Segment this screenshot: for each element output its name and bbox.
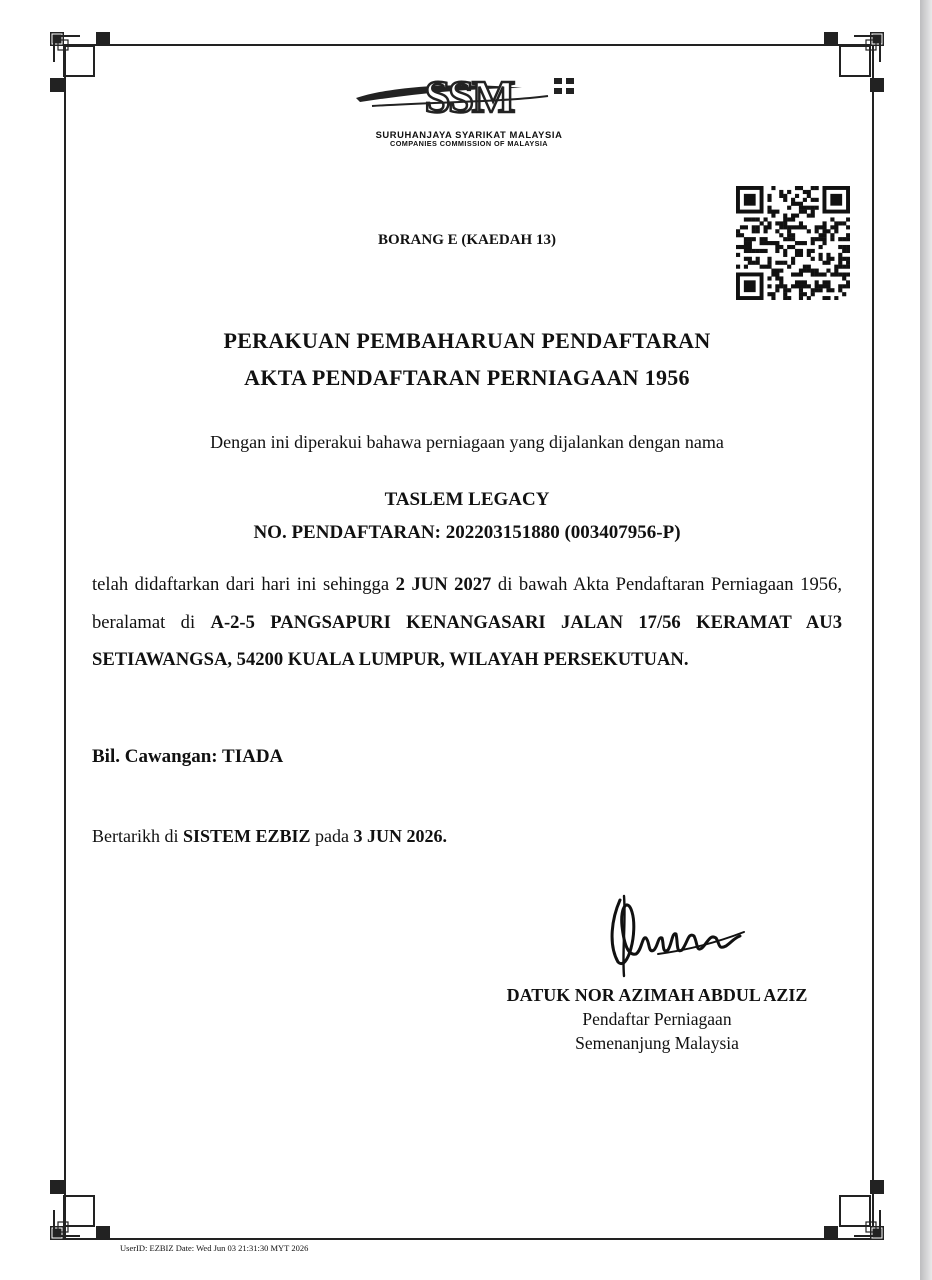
agency-name-malay: SURUHANJAYA SYARIKAT MALAYSIA — [375, 129, 563, 140]
business-address: A-2-5 PANGSAPURI KENANGASARI JALAN 17/56 KERAMAT AU3 SETIAWANGSA, 54200 KUALA LUMPUR, WILAYAH PERSEKUTUAN. — [92, 611, 842, 670]
dated-prefix: Bertarikh di — [92, 826, 183, 846]
expiry-date: 2 JUN 2027 — [395, 574, 492, 595]
registrar-title: Pendaftar Perniagaan — [582, 1009, 732, 1029]
business-name: TASLEM LEGACY — [384, 489, 550, 510]
registration-statement — [92, 566, 842, 679]
page-edge-shadow — [920, 0, 932, 1280]
registration-number: NO. PENDAFTARAN: 202203151880 (003407956-P) — [253, 522, 681, 543]
certification-intro: Dengan ini diperakui bahawa perniagaan yang dijalankan dengan nama — [210, 432, 724, 452]
registrar-name: DATUK NOR AZIMAH ABDUL AZIZ — [506, 985, 808, 1005]
issuing-system: SISTEM EZBIZ — [182, 826, 311, 846]
corner-ornament-top-left — [50, 32, 110, 92]
statement-text: telah didaftarkan dari hari ini sehingga — [92, 574, 396, 595]
system-footer: UserID: EZBIZ Date: Wed Jun 03 21:31:30 MYT 2026 — [120, 1243, 309, 1253]
certificate-title-line2: AKTA PENDAFTARAN PERNIAGAAN 1956 — [244, 365, 690, 390]
branch-count: Bil. Cawangan: TIADA — [92, 746, 284, 767]
registrar-region: Semenanjung Malaysia — [575, 1033, 739, 1053]
issue-date-line — [92, 826, 447, 847]
ssm-logo — [352, 66, 586, 150]
certificate-title-line1: PERAKUAN PEMBAHARUAN PENDAFTARAN — [223, 328, 711, 353]
dated-mid: pada — [310, 826, 354, 846]
agency-name-english: COMPANIES COMMISSION OF MALAYSIA — [390, 139, 548, 148]
form-label: BORANG E (KAEDAH 13) — [378, 232, 556, 248]
registrar-signature — [598, 892, 748, 978]
statement-text-continued: di bawah Akta Pendaftaran Perniagaan 1956, beralamat di — [92, 574, 842, 633]
svg-text:SSM: SSM — [424, 71, 514, 122]
corner-ornament-bottom-left — [50, 1180, 110, 1240]
issue-date: 3 JUN 2026. — [353, 826, 448, 846]
corner-ornament-top-right — [824, 32, 884, 92]
corner-ornament-bottom-right — [824, 1180, 884, 1240]
